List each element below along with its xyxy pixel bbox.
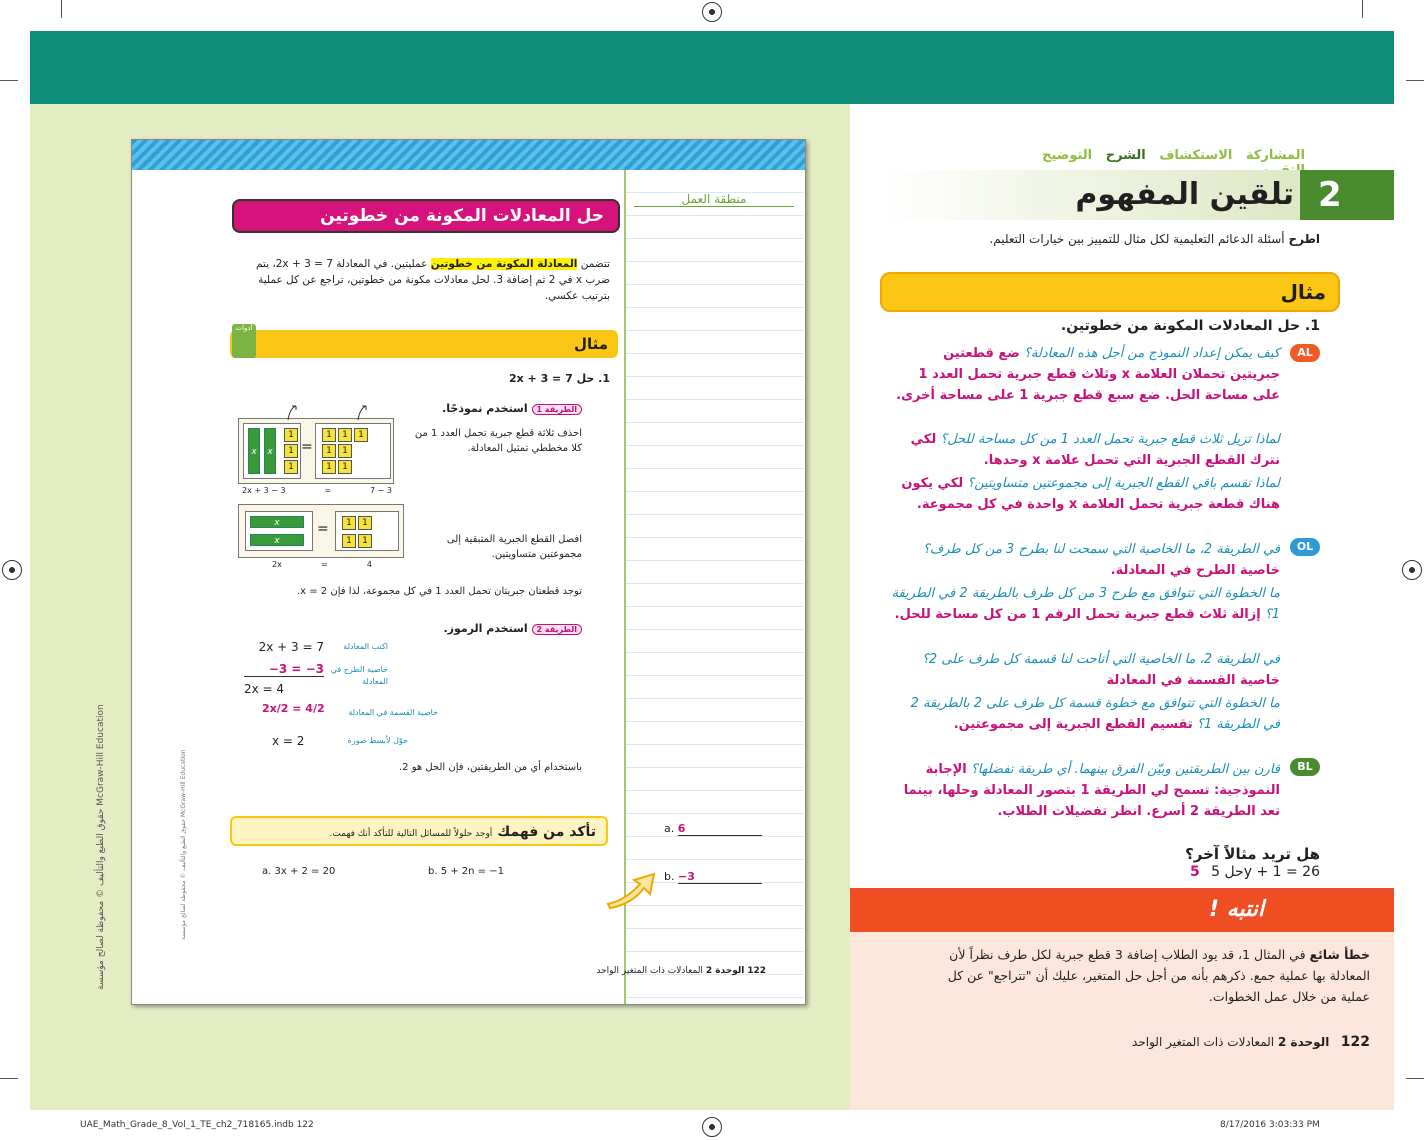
key-term: المعادلة المكونة من خطوتين: [430, 258, 578, 270]
check-row: [232, 818, 606, 847]
scaffold-question: في الطريقة 2، ما الخاصية التي أتاحت لنا قسمة كل طرف على 2؟ خاصية القسمة في المعادلة: [921, 652, 1280, 688]
crop-mark: [1362, 0, 1363, 18]
model-1-caption: 2x + 3 − 3 = 7 − 3: [242, 486, 392, 495]
registration-mark-icon: [1402, 560, 1422, 580]
top-stripe: [132, 140, 805, 170]
inner-copyright: حقوق الطبع والتأليف © محفوظة لصالح مؤسسة McGraw-Hill Education: [180, 749, 187, 940]
attention-title: انتبه !: [1209, 897, 1264, 922]
right-mat: [335, 511, 399, 551]
crop-mark: [1406, 1078, 1424, 1079]
student-page: [131, 139, 806, 1005]
crop-mark: [1406, 80, 1424, 81]
arrow-icon: [604, 870, 660, 910]
algebra-step: 2x = 4: [244, 682, 285, 696]
section-number: 2: [1300, 170, 1394, 220]
unit-tile: 1: [338, 444, 352, 458]
te-page-unit: الوحدة 2: [1277, 1035, 1330, 1049]
answer-a-value: 6: [678, 822, 762, 836]
x-tile: x: [250, 534, 304, 546]
student-footer-unit: الوحدة 2: [705, 966, 745, 976]
level-badge-ol: OL: [1290, 538, 1320, 556]
answer-a-label: a.: [664, 822, 675, 835]
another-example-heading: هل تريد مثالاً آخر؟: [1185, 845, 1320, 863]
method-1-step-3: توجد قطعتان جبريتان تحمل العدد 1 في كل مجموعة، لذا فإن x = 2.: [296, 586, 582, 597]
registration-mark-icon: [2, 560, 22, 580]
phase-engage: المشاركة: [1245, 148, 1305, 163]
scaffold-question: لماذا تزيل ثلاث قطع جبرية تحمل العدد 1 من كل مساحة للحل؟ لكي نترك القطع الجبرية التي تحمل علامة x وحدها.: [910, 432, 1280, 468]
example-bar: [230, 330, 618, 358]
te-question-1: 1. حل المعادلات المكونة من خطوتين.: [1060, 318, 1320, 334]
unit-tile: 1: [338, 428, 352, 442]
method-1-step-1: احذف ثلاثة قطع جبرية تحمل العدد 1 من كلا مخططي تمثيل المعادلة.: [414, 428, 582, 454]
algebra-note: خاصية القسمة في المعادلة: [348, 708, 438, 717]
example-1-heading: 1. حل 2x + 3 = 7: [508, 372, 610, 385]
registration-mark-icon: [702, 2, 722, 22]
scaffold-question: ما الخطوة التي تتوافق مع طرح 3 من كل طرف بالطريقة 2 في الطريقة 1؟ إزالة ثلاث قطع جبرية تحمل الرقم 1 من كل مساحة للحل.: [891, 586, 1280, 622]
section-title: تلقين المفهوم: [1075, 177, 1294, 212]
lesson-title: حل المعادلات المكونة من خطوتين: [320, 206, 604, 226]
unit-tile: 1: [322, 428, 336, 442]
x-tile: x: [250, 516, 304, 528]
te-example-label: مثال: [1280, 280, 1326, 304]
crop-mark: [0, 1078, 18, 1079]
method-1-step-2: افصل القطع الجبرية المتبقية إلى مجموعتين متساويتين.: [446, 534, 582, 560]
equals-sign: =: [301, 439, 313, 455]
scaffold-question: ما الخطوة التي تتوافق مع خطوة قسمة كل طرف على 2 بالطريقة 2 في الطريقة 1؟ تقسيم القطع الجبرية إلى مجموعتين.: [910, 696, 1280, 732]
method-1-badge: الطريقة 1: [532, 404, 583, 415]
unit-tile: 1: [322, 444, 336, 458]
equals-sign: =: [317, 521, 329, 537]
tools-label: أدوات: [235, 324, 253, 332]
algebra-step: 2x + 3 = 7: [258, 640, 324, 654]
scaffold-question: قارن بين الطريقتين وبيّن الفرق بينهما. أي طريقة تفضلها؟ الإجابة النموذجية: تسمح لي الطريقة 1 بتصور المعادلة وحلها، بينما تعد الطريقة 2 أسرع. انظر تفضيلات الطلاب.: [903, 762, 1280, 819]
method-conclusion: باستخدام أي من الطريقتين، فإن الحل هو 2.: [398, 762, 582, 773]
te-page-num: 122: [1340, 1034, 1370, 1050]
check-understanding-bar: [230, 816, 608, 846]
file-slug: UAE_Math_Grade_8_Vol_1_TE_ch2_718165.indb 122: [80, 1120, 314, 1130]
scaffold-question: كيف يمكن إعداد النموذج من أجل هذه المعادلة؟ ضع قطعتين جبريتين تحملان العلامة x وثلاث قطع جبرية تحمل العدد 1 على مساحة الحل. ضع سبع قطع جبرية 1 على مساحة أخرى.: [896, 346, 1280, 403]
scaffold-question: في الطريقة 2، ما الخاصية التي سمحت لنا بطرح 3 من كل طرف؟ خاصية الطرح في المعادلة.: [922, 542, 1280, 578]
method-2-badge: الطريقة 2: [532, 624, 583, 635]
attention-bar: [850, 888, 1394, 932]
unit-tile: 1: [284, 428, 298, 442]
unit-tile: 1: [358, 534, 372, 548]
problem-a: a. 3x + 2 = 20: [262, 866, 336, 877]
registration-mark-icon: [702, 1117, 722, 1137]
unit-tile: 1: [284, 444, 298, 458]
te-intro: اطرح أسئلة الدعائم التعليمية لكل مثال للتمييز بين خيارات التعليم.: [989, 232, 1320, 246]
lesson-intro: تتضمن المعادلة المكونة من خطوتين عمليتين. في المعادلة 2x + 3 = 7، يتم ضرب x في 2 ثم إضافة 3. لحل معادلات مكونة من خطوتين، تراجع عن كل عملية بترتيب عكسي.: [255, 258, 610, 302]
answer-b-value: −3: [678, 870, 762, 884]
level-badge-al: AL: [1290, 344, 1320, 362]
student-footer: [432, 966, 766, 976]
lesson-title-bar: [232, 199, 620, 233]
unit-tile: 1: [284, 460, 298, 474]
method-2-heading: الطريقة 2 استخدم الرموز.: [392, 622, 582, 635]
algebra-step: 2x/2 = 4/2: [262, 702, 325, 715]
te-page-title: المعادلات ذات المتغير الواحد: [1132, 1035, 1275, 1049]
answer-b: [664, 870, 762, 884]
work-area-column: [624, 170, 804, 1004]
unit-tile: 1: [342, 534, 356, 548]
crop-mark: [61, 0, 62, 18]
level-badge-bl: BL: [1290, 758, 1320, 776]
algebra-step: x = 2: [272, 734, 305, 748]
answer-a: [664, 822, 762, 836]
attention-text: خطأ شائع في المثال 1، قد يود الطلاب إضافة 3 قطع جبرية لكل طرف نظراً لأن المعادلة بها عملية جمع. ذكرهم بأنه من أجل حل المتغير، عليك أن "تتراجع" عن كل عملية من خلال عمل الخطوات.: [947, 947, 1370, 1004]
left-mat: [243, 423, 301, 479]
phase-explore: الاستكشاف: [1159, 148, 1233, 163]
unit-tile: 1: [322, 460, 336, 474]
student-footer-num: 122: [747, 966, 766, 976]
right-mat: [315, 423, 391, 479]
te-footer: [1050, 1034, 1370, 1050]
check-text: أوجد حلولاً للمسائل التالية للتأكد أنك فهمت.: [329, 829, 493, 839]
tools-icon: [232, 324, 256, 358]
unit-tile: 1: [354, 428, 368, 442]
crop-mark: [0, 80, 18, 81]
x-tile: x: [248, 428, 260, 474]
method-1-heading: الطريقة 1 استخدم نموذجًا.: [392, 402, 582, 415]
unit-tile: 1: [338, 460, 352, 474]
scaffold-question: لماذا تقسم باقي القطع الجبرية إلى مجموعتين متساويتين؟ لكي يكون هناك قطعة جبرية تحمل العلامة x واحدة في كل مجموعة.: [901, 476, 1280, 512]
algebra-note: خاصية الطرح في المعادلة: [330, 665, 388, 686]
check-title: تأكد من فهمك: [497, 824, 596, 840]
print-date: 8/17/2016 3:03:33 PM: [1220, 1120, 1320, 1130]
another-example-answer: 5: [1190, 864, 1200, 880]
phase-elaborate: التوضيح: [1042, 148, 1093, 163]
te-example-bar: [880, 272, 1340, 312]
unit-tile: 1: [358, 516, 372, 530]
concept-bar: [880, 170, 1300, 220]
side-copyright: حقوق الطبع والتأليف © محفوظة لصالح مؤسسة McGraw-Hill Education: [96, 704, 106, 990]
algebra-note: حوّل لأبسط صورة: [347, 736, 408, 745]
work-area-label: منطقة العمل: [634, 192, 794, 207]
algebra-tile-model-1: [238, 418, 394, 484]
algebra-tile-model-2: [238, 504, 404, 558]
x-tile: x: [264, 428, 276, 474]
student-footer-title: المعادلات ذات المتغير الواحد: [596, 966, 703, 976]
another-example: [1190, 864, 1320, 880]
problem-b: b. 5 + 2n = −1: [428, 866, 504, 877]
model-2-caption: 2x = 4: [272, 560, 372, 569]
phase-explain: الشرح: [1105, 148, 1146, 163]
another-example-equation: حل 5y + 1 = 26: [1211, 864, 1320, 880]
attention-box: [850, 932, 1394, 1110]
algebra-note: اكتب المعادلة: [343, 642, 388, 651]
header-band: [30, 31, 1394, 104]
algebra-step: −3 = −3: [244, 662, 324, 677]
example-label: مثال: [573, 335, 608, 353]
left-mat: [245, 511, 313, 551]
unit-tile: 1: [342, 516, 356, 530]
answer-b-label: b.: [664, 870, 675, 883]
remove-arrow-icon: [282, 402, 372, 422]
